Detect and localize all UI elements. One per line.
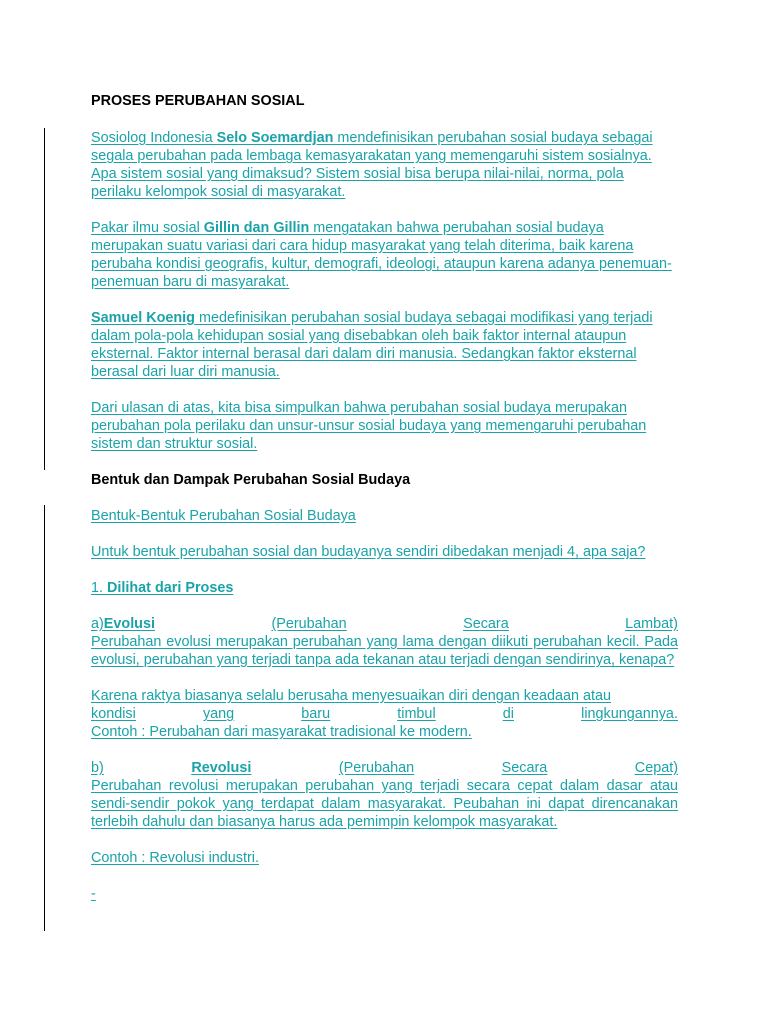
revolusi-prefix: b) bbox=[91, 760, 104, 776]
evolusi-w3: Lambat) bbox=[625, 616, 678, 632]
revolusi-w1: (Perubahan bbox=[338, 760, 415, 776]
evolusi-w2: Secara bbox=[463, 616, 509, 632]
page-title: PROSES PERUBAHAN SOSIAL bbox=[91, 93, 305, 109]
revolusi-example[interactable]: Contoh : Revolusi industri. bbox=[91, 850, 259, 866]
p3-post: medefinisikan perubahan sosial budaya sebagai modifikasi yang terjadi dalam pola-pola kehidupan sosial yang disebabkan oleh baik faktor internal ataupun eksternal. Faktor internal berasal dari dalam diri manusia. Sedangkan faktor eksternal berasal dari luar diri manusia. bbox=[91, 310, 653, 380]
evolusi-reason-line1: Karena raktya biasanya selalu berusaha menyesuaikan diri dengan keadaan atau bbox=[91, 688, 612, 704]
evolusi-prefix: a) bbox=[91, 616, 104, 632]
revolusi-w3: Cepat) bbox=[634, 760, 678, 776]
p1-name: Selo Soemardjan bbox=[216, 130, 334, 146]
document-body bbox=[91, 92, 678, 903]
p1-pre: Sosiolog Indonesia bbox=[91, 130, 217, 146]
evolusi-reason-block[interactable] bbox=[91, 687, 678, 741]
paragraph-gillin[interactable] bbox=[91, 219, 678, 291]
paragraph-summary[interactable]: Dari ulasan di atas, kita bisa simpulkan bahwa perubahan sosial budaya merupakan perubahan pola perilaku dan unsur-unsur sosial budaya yang memengaruhi perubahan sistem dan struktur sosial. bbox=[91, 400, 647, 452]
question-link[interactable]: Untuk bentuk perubahan sosial dan budayanya sendiri dibedakan menjadi 4, apa saja? bbox=[91, 544, 646, 560]
p2-name: Gillin dan Gillin bbox=[203, 220, 310, 236]
section-1-label: Dilihat dari Proses bbox=[107, 580, 234, 596]
left-margin-bar-top bbox=[44, 128, 45, 470]
section-1-num: 1. bbox=[91, 580, 107, 596]
p3-name: Samuel Koenig bbox=[91, 310, 195, 326]
evolusi-heading-line bbox=[91, 615, 678, 633]
p2-pre: Pakar ilmu sosial bbox=[91, 220, 204, 236]
subheading-link[interactable]: Bentuk-Bentuk Perubahan Sosial Budaya bbox=[91, 508, 356, 524]
r2-word: lingkungannya. bbox=[581, 706, 678, 722]
r2-word: baru bbox=[301, 706, 331, 722]
r2-word: kondisi bbox=[91, 706, 136, 722]
revolusi-block[interactable] bbox=[91, 759, 678, 831]
trailing-dash: - bbox=[91, 886, 96, 902]
p2-post: mengatakan bahwa perubahan sosial budaya merupakan suatu variasi dari cara hidup masyarakat yang telah diterima, baik karena perubaha kondisi geografis, kultur, demografi, ideologi, ataupun karena adanya penemuan-penemuan baru di masyarakat. bbox=[91, 220, 672, 290]
revolusi-w2: Secara bbox=[501, 760, 548, 776]
evolusi-reason-line2 bbox=[91, 705, 678, 723]
evolusi-block[interactable] bbox=[91, 615, 678, 669]
evolusi-term: Evolusi bbox=[103, 616, 155, 632]
section-heading: Bentuk dan Dampak Perubahan Sosial Budaya bbox=[91, 472, 411, 488]
evolusi-w1: (Perubahan bbox=[271, 616, 347, 632]
evolusi-body: Perubahan evolusi merupakan perubahan yang lama dengan diikuti perubahan kecil. Pada evolusi, perubahan yang terjadi tanpa ada tekanan atau terjadi dengan sendirinya, kenapa? bbox=[91, 634, 678, 668]
left-margin-bar-bottom bbox=[44, 505, 45, 931]
p1-post: mendefinisikan perubahan sosial budaya sebagai segala perubahan pada lembaga kemasyarakatan yang memengaruhi sistem sosialnya. Apa sistem sosial yang dimaksud? Sistem sosial bisa berupa nilai-nilai, norma, pola perilaku kelompok sosial di masyarakat. bbox=[91, 130, 653, 200]
r2-word: timbul bbox=[397, 706, 436, 722]
r2-word: di bbox=[502, 706, 514, 722]
paragraph-selo[interactable] bbox=[91, 129, 678, 201]
r2-word: yang bbox=[202, 706, 235, 722]
paragraph-koenig[interactable] bbox=[91, 309, 678, 381]
section-1-link[interactable] bbox=[91, 579, 678, 597]
revolusi-term: Revolusi bbox=[191, 760, 252, 776]
evolusi-example: Contoh : Perubahan dari masyarakat tradisional ke modern. bbox=[91, 724, 472, 740]
revolusi-body: Perubahan revolusi merupakan perubahan yang terjadi secara cepat dalam dasar atau sendi-sendir pokok yang terdapat dalam masyarakat. Peubahan ini dapat direncanakan terlebih dahulu dan biasanya harus ada pemimpin kelompok masyarakat. bbox=[91, 778, 678, 830]
revolusi-heading-line bbox=[91, 759, 678, 777]
